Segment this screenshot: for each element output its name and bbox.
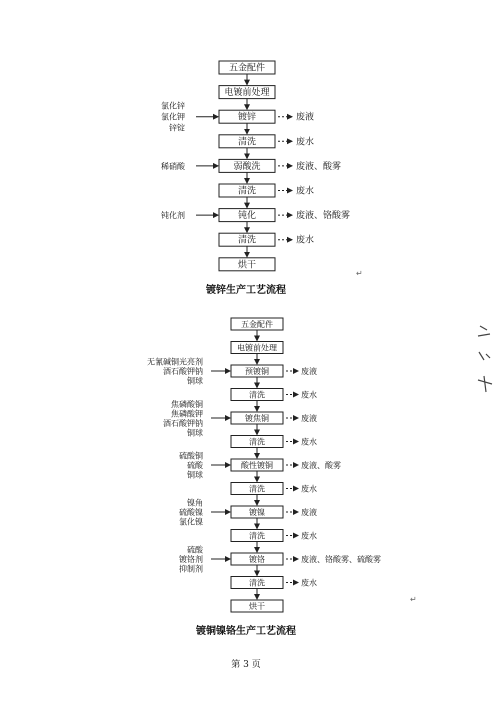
- zinc-step-label: 电镀前处理: [224, 88, 270, 99]
- copper-step-label: 预镀铜: [245, 367, 269, 376]
- zinc-input-chemical: 氯化锌: [161, 101, 185, 111]
- copper-step-label: 电镀前处理: [237, 343, 277, 353]
- zinc-step-label: 镀锌: [237, 112, 257, 123]
- page-number: 第 3 页: [231, 660, 261, 670]
- copper-output-waste: 废液: [301, 508, 317, 517]
- zinc-step-label: 五金配件: [228, 63, 266, 74]
- copper-input-chemical: 焦磷酸铜: [171, 399, 203, 409]
- copper-input-chemical: 硫酸镍: [179, 508, 203, 517]
- copper-output-waste: 废液: [301, 367, 317, 376]
- copper-output-waste: 废水: [301, 390, 317, 400]
- copper-step-label: 清洗: [249, 531, 265, 541]
- copper-output-waste: 废水: [301, 578, 317, 588]
- copper-output-waste: 废水: [301, 484, 317, 494]
- zinc-step-label: 烘干: [237, 260, 257, 271]
- zinc-input-chemical: 氯化钾: [161, 112, 185, 122]
- zinc-flow-title: 镀锌生产工艺流程: [206, 285, 286, 296]
- zinc-step-label: 清洗: [237, 235, 257, 246]
- return-mark-1: ↵: [356, 269, 363, 278]
- copper-output-waste: 废水: [301, 531, 317, 541]
- zinc-input-chemical: 稀硝酸: [161, 161, 185, 171]
- zinc-process-flowchart: [161, 61, 350, 271]
- copper-output-waste: 废水: [301, 437, 317, 447]
- zinc-output-waste: 废液: [296, 112, 315, 123]
- copper-step-label: 镀焦铜: [245, 414, 269, 423]
- copper-input-chemical: 硫酸: [187, 461, 203, 470]
- copper-step-label: 镀铬: [249, 555, 265, 564]
- zinc-output-waste: 废水: [296, 137, 315, 148]
- copper-output-waste: 废液、酸雾: [301, 461, 341, 470]
- zinc-input-chemical: 钝化剂: [161, 211, 185, 221]
- zinc-step-label: 清洗: [237, 186, 257, 197]
- copper-input-chemical: 硫酸铜: [179, 451, 203, 461]
- bleed-through-marks: [478, 326, 492, 392]
- copper-input-chemical: 镍角: [187, 498, 203, 508]
- copper-step-label: 五金配件: [241, 320, 273, 329]
- zinc-input-chemical: 锌锭: [169, 123, 185, 133]
- copper-output-waste: 废液: [301, 414, 317, 423]
- copper-input-chemical: 无氰碱铜光亮剂: [147, 357, 203, 367]
- copper-output-waste: 废液、铬酸雾、硫酸雾: [301, 555, 381, 564]
- copper-input-chemical: 酒石酸钾钠: [163, 418, 203, 428]
- copper-input-chemical: 焦磷酸钾: [171, 409, 203, 419]
- copper-input-chemical: 硫酸: [187, 545, 203, 555]
- copper-input-chemical: 镀铬剂: [179, 555, 203, 564]
- copper-input-chemical: 抑制剂: [179, 564, 203, 574]
- copper-step-label: 镀镍: [249, 508, 265, 517]
- zinc-output-waste: 废液、铬酸雾: [296, 211, 351, 222]
- copper-step-label: 清洗: [249, 437, 265, 447]
- copper-input-chemical: 酒石酸钾钠: [163, 367, 203, 376]
- copper-step-label: 清洗: [249, 578, 265, 588]
- zinc-output-waste: 废水: [296, 186, 315, 197]
- zinc-output-waste: 废水: [296, 235, 315, 246]
- copper-input-chemical: 铜球: [187, 376, 203, 386]
- copper-input-chemical: 铜球: [187, 470, 203, 480]
- zinc-step-label: 弱酸洗: [233, 161, 261, 172]
- copper-step-label: 酸性镀铜: [241, 461, 273, 470]
- copper-nickel-chrome-flowchart: [147, 318, 381, 612]
- copper-input-chemical: 氯化镍: [179, 517, 203, 527]
- copper-step-label: 清洗: [249, 484, 265, 494]
- zinc-step-label: 钝化: [237, 211, 257, 222]
- copper-input-chemical: 铜球: [187, 428, 203, 438]
- copper-step-label: 烘干: [249, 602, 265, 611]
- zinc-step-label: 清洗: [237, 137, 257, 148]
- copper-step-label: 清洗: [249, 390, 265, 400]
- zinc-output-waste: 废液、酸雾: [296, 161, 342, 172]
- return-mark-2: ↵: [410, 595, 417, 604]
- copper-flow-title: 镀铜镍铬生产工艺流程: [196, 626, 296, 637]
